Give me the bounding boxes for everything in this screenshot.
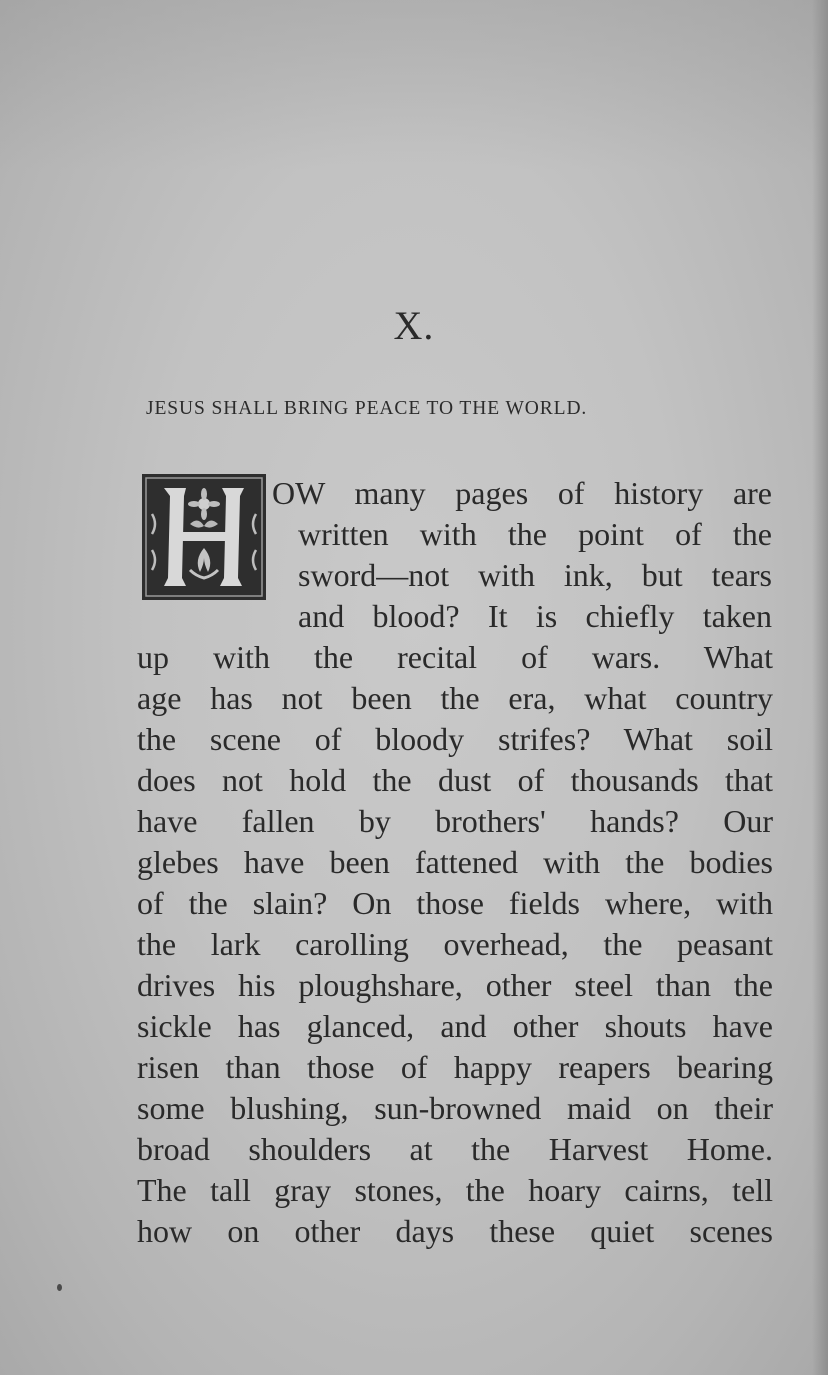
chapter-number: X. [393, 303, 435, 348]
text-line: drives his ploughshare, other steel than the [137, 967, 773, 1003]
text-line: does not hold the dust of thousands that [137, 762, 773, 798]
text-line: broad shoulders at the Harvest Home. [137, 1131, 773, 1167]
text-line: sword—not with ink, but tears [298, 557, 772, 593]
chapter-title: JESUS SHALL BRING PEACE TO THE WORLD. [146, 398, 588, 419]
text-line: of the slain? On those fields where, with [137, 885, 773, 921]
text-line: written with the point of the [298, 516, 772, 552]
text-line: sickle has glanced, and other shouts have [137, 1008, 773, 1044]
text-line: risen than those of happy reapers bearing [137, 1049, 773, 1085]
text-line: glebes have been fattened with the bodies [137, 844, 773, 880]
text-line: the scene of bloody strifes? What soil [137, 721, 773, 757]
text-line: OW many pages of history are [272, 475, 772, 511]
ink-speck [57, 1284, 62, 1291]
text-line: how on other days these quiet scenes [137, 1213, 773, 1249]
ornamental-letter-h-icon [142, 474, 266, 600]
text-line: up with the recital of wars. What [137, 639, 773, 675]
text-line: age has not been the era, what country [137, 680, 773, 716]
text-line: the lark carolling overhead, the peasant [137, 926, 773, 962]
text-line: some blushing, sun-browned maid on their [137, 1090, 773, 1126]
text-line: have fallen by brothers' hands? Our [137, 803, 773, 839]
text-line: and blood? It is chiefly taken [298, 598, 772, 634]
text-line: The tall gray stones, the hoary cairns, tell [137, 1172, 773, 1208]
